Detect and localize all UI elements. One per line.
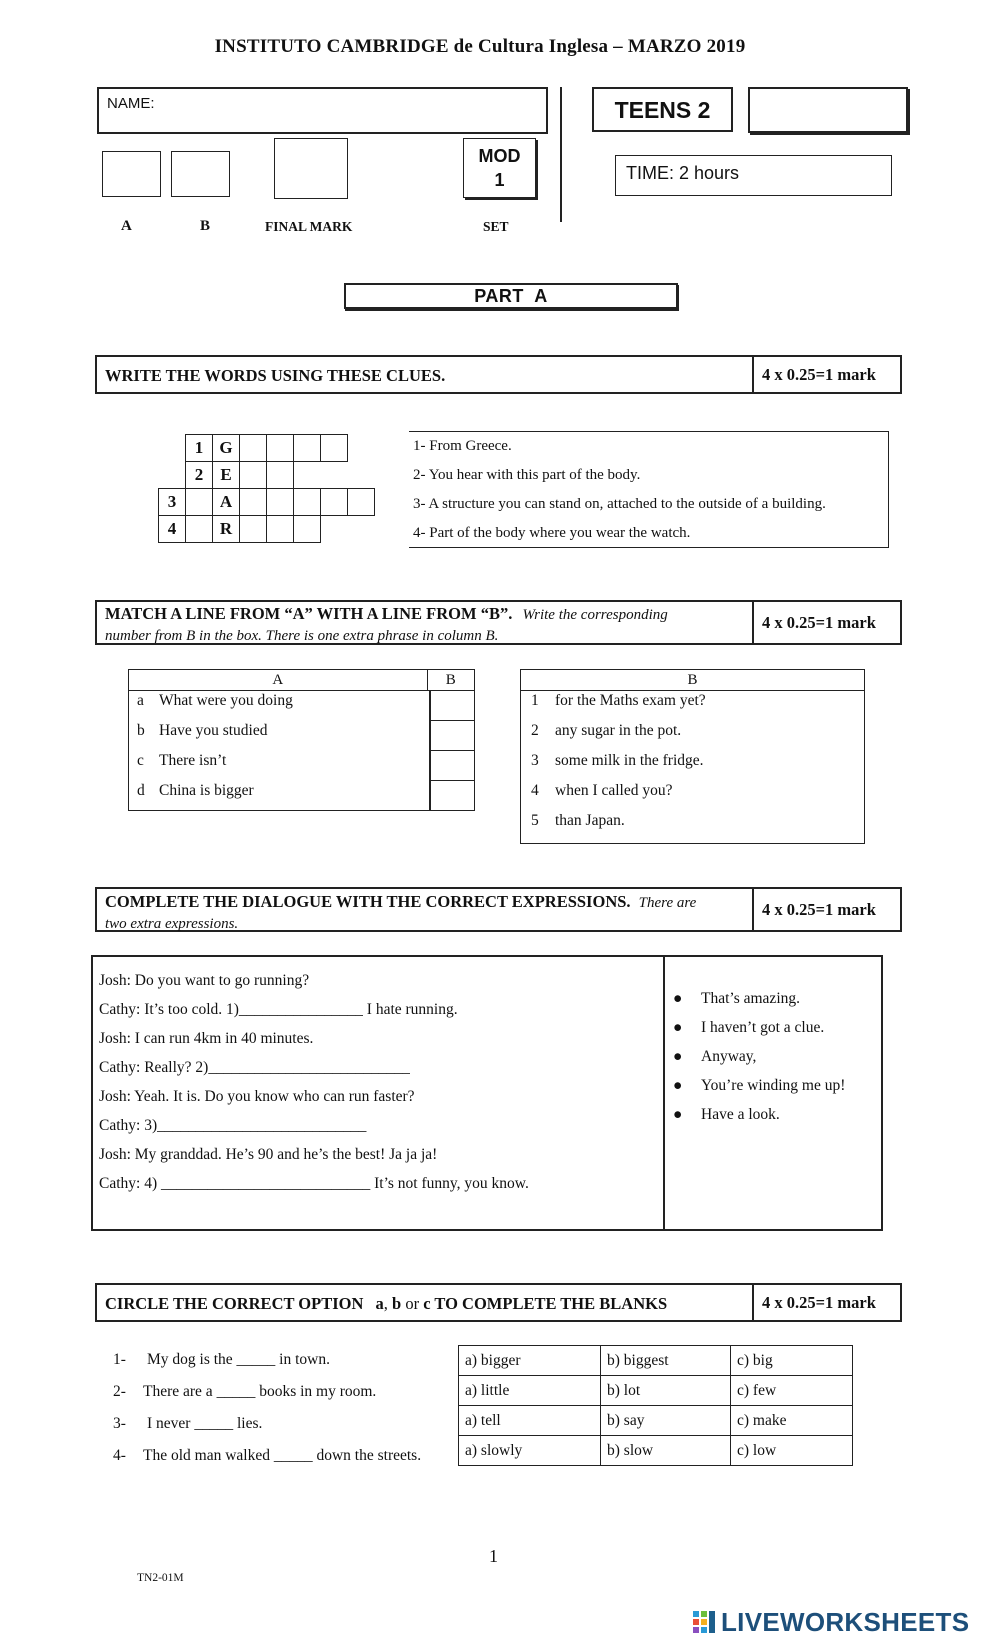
part-title-label: PART A [474, 286, 548, 306]
clue-3: 3- A structure you can stand on, attached to the outside of a building. [413, 496, 826, 512]
section3-title: COMPLETE THE DIALOGUE WITH THE CORRECT EXPRESSIONS. [105, 892, 631, 911]
bullet-icon: ● [673, 990, 683, 1007]
match-row-d: d China is bigger [137, 782, 254, 799]
option-c[interactable]: c) make [731, 1406, 853, 1436]
liveworksheets-logo-icon [692, 1609, 718, 1635]
expression-item: ● I haven’t got a clue. [673, 1013, 845, 1042]
crossword-cell[interactable] [186, 516, 213, 543]
crossword-cell[interactable] [267, 489, 294, 516]
label-a: A [121, 218, 132, 234]
section2-instruction-2: number from B in the box. There is one extra phrase in column B. [105, 628, 499, 644]
match-table-b [520, 669, 865, 844]
dialogue-line[interactable]: Cathy: 3)___________________________ [99, 1117, 367, 1134]
crossword-cell[interactable] [294, 489, 321, 516]
level-label: TEENS 2 [614, 97, 711, 123]
option-c[interactable]: c) big [731, 1346, 853, 1376]
crossword-letter: R [213, 516, 240, 543]
crossword-cell[interactable] [267, 516, 294, 543]
doc-code: TN2-01M [137, 1572, 184, 1584]
section3-instruction-1: There are [638, 895, 697, 911]
answer-box-a[interactable] [430, 691, 474, 721]
clue-4: 4- Part of the body where you wear the watch. [413, 525, 691, 541]
crossword-cell[interactable] [348, 489, 375, 516]
crossword-cell[interactable] [267, 462, 294, 489]
mod-label: MOD [478, 146, 521, 166]
crossword-cell[interactable] [294, 435, 321, 462]
match-row-c: c There isn’t [137, 752, 227, 769]
match-row-a: a What were you doing [137, 692, 293, 709]
clue-2: 2- You hear with this part of the body. [413, 467, 641, 483]
mark-box-b[interactable] [171, 151, 230, 197]
option-b[interactable]: b) lot [601, 1376, 731, 1406]
answer-box-b[interactable] [430, 721, 474, 751]
label-b: B [200, 218, 211, 234]
bullet-icon: ● [673, 1077, 683, 1094]
dialogue-line[interactable]: Cathy: It’s too cold. 1)________________ I hate running. [99, 1001, 458, 1018]
section2-title: MATCH A LINE FROM “A” WITH A LINE FROM “B”. [105, 604, 513, 623]
option-a[interactable]: a) little [459, 1376, 601, 1406]
section2-instruction-1: Write the corresponding [522, 607, 668, 623]
options-table [458, 1345, 853, 1466]
section2-marks: 4 x 0.25=1 mark [752, 602, 900, 643]
expression-item: ● Anyway, [673, 1042, 845, 1071]
final-mark-box[interactable] [274, 138, 348, 199]
section1-title: WRITE THE WORDS USING THESE CLUES. [105, 366, 446, 385]
section4-header: CIRCLE THE CORRECT OPTION a, b or c TO COMPLETE THE BLANKS 4 x 0.25=1 mark [95, 1283, 902, 1322]
bullet-icon: ● [673, 1106, 683, 1123]
dialogue-line: Josh: My granddad. He’s 90 and he’s the best! Ja ja ja! [99, 1146, 438, 1163]
option-b[interactable]: b) say [601, 1406, 731, 1436]
crossword-letter: A [213, 489, 240, 516]
dialogue-line[interactable]: Cathy: Really? 2)__________________________ [99, 1059, 410, 1076]
crossword-number: 2 [186, 462, 213, 489]
liveworksheets-logo[interactable] [692, 1606, 969, 1638]
crossword-number: 3 [159, 489, 186, 516]
page-number: 1 [489, 1546, 498, 1566]
time-box [615, 155, 892, 196]
section3-header [95, 887, 902, 932]
match-b-5: 5 than Japan. [531, 812, 625, 829]
section3-marks: 4 x 0.25=1 mark [752, 889, 900, 930]
option-a[interactable]: a) slowly [459, 1436, 601, 1466]
expressions-list [673, 984, 845, 1129]
dialogue-lines [99, 966, 529, 1198]
mod-box [463, 138, 536, 198]
dialogue-box [91, 955, 883, 1231]
crossword-row-1 [159, 435, 375, 462]
crossword-cell[interactable] [240, 516, 267, 543]
bullet-icon: ● [673, 1048, 683, 1065]
dialogue-line[interactable]: Cathy: 4) ___________________________ It’s not funny, you know. [99, 1175, 529, 1192]
crossword-cell[interactable] [267, 435, 294, 462]
section3-instruction-2: two extra expressions. [105, 916, 239, 932]
crossword-number: 4 [159, 516, 186, 543]
crossword-cell[interactable] [321, 435, 348, 462]
col-b-header: B [521, 670, 865, 691]
option-a[interactable]: a) bigger [459, 1346, 601, 1376]
expression-item: ● That’s amazing. [673, 984, 845, 1013]
part-title [344, 283, 678, 309]
match-b-3: 3 some milk in the fridge. [531, 752, 704, 769]
option-c[interactable]: c) few [731, 1376, 853, 1406]
clues-box [409, 431, 889, 548]
level-box [592, 87, 733, 132]
bullet-icon: ● [673, 1019, 683, 1036]
question-4: 4- The old man walked _____ down the streets. [113, 1447, 422, 1464]
question-3: 3- I never _____ lies. [113, 1415, 263, 1432]
crossword-cell[interactable] [240, 435, 267, 462]
clue-1: 1- From Greece. [413, 438, 512, 454]
crossword-grid [158, 434, 375, 543]
label-set: SET [483, 219, 509, 234]
crossword-cell[interactable] [240, 462, 267, 489]
match-row-b: b Have you studied [137, 722, 268, 739]
match-b-4: 4 when I called you? [531, 782, 673, 799]
time-label: TIME: 2 hours [626, 163, 740, 183]
question-1: 1- My dog is the _____ in town. [113, 1351, 330, 1368]
section4-marks: 4 x 0.25=1 mark [752, 1285, 900, 1320]
crossword-cell[interactable] [321, 489, 348, 516]
match-b-1: 1 for the Maths exam yet? [531, 692, 706, 709]
dialogue-line: Josh: Do you want to go running? [99, 972, 310, 989]
section1-marks: 4 x 0.25=1 mark [752, 357, 900, 392]
question-2: 2- There are a _____ books in my room. [113, 1383, 377, 1400]
section4-title-1: CIRCLE THE CORRECT OPTION [105, 1294, 364, 1313]
crossword-cell[interactable] [240, 489, 267, 516]
answer-box-d[interactable] [430, 781, 474, 811]
liveworksheets-brand: LIVEWORKSHEETS [721, 1606, 970, 1637]
section2-header [95, 600, 902, 645]
option-b[interactable]: b) biggest [601, 1346, 731, 1376]
label-final-mark: FINAL MARK [265, 219, 353, 234]
option-a[interactable]: a) tell [459, 1406, 601, 1436]
col-a-header: A [129, 670, 428, 691]
match-b-2: 2 any sugar in the pot. [531, 722, 682, 739]
mod-number: 1 [494, 170, 505, 190]
crossword-letter: E [213, 462, 240, 489]
option-b[interactable]: b) slow [601, 1436, 731, 1466]
crossword-row-4 [159, 516, 375, 543]
crossword-row-3 [159, 489, 375, 516]
crossword-letter: G [213, 435, 240, 462]
mark-box-a[interactable] [102, 151, 161, 197]
document-title: INSTITUTO CAMBRIDGE de Cultura Inglesa – MARZO 2019 [214, 36, 746, 57]
crossword-row-2 [159, 462, 375, 489]
section1-header [95, 355, 902, 394]
name-field[interactable] [97, 87, 548, 134]
crossword-number: 1 [186, 435, 213, 462]
crossword-cell[interactable] [186, 489, 213, 516]
expression-item: ● Have a look. [673, 1100, 845, 1129]
score-box[interactable] [748, 87, 908, 133]
name-label: NAME: [107, 95, 155, 112]
answer-box-c[interactable] [430, 751, 474, 781]
dialogue-line: Josh: Yeah. It is. Do you know who can run faster? [99, 1088, 415, 1105]
match-table-a [128, 669, 475, 811]
expression-item: ● You’re winding me up! [673, 1071, 845, 1100]
section4-title-2: TO COMPLETE THE BLANKS [434, 1294, 668, 1313]
questions-list [113, 1344, 421, 1472]
header-divider [560, 87, 562, 222]
option-c[interactable]: c) low [731, 1436, 853, 1466]
col-b-answer-header: B [427, 670, 474, 691]
crossword-cell[interactable] [294, 516, 321, 543]
dialogue-line: Josh: I can run 4km in 40 minutes. [99, 1030, 314, 1047]
